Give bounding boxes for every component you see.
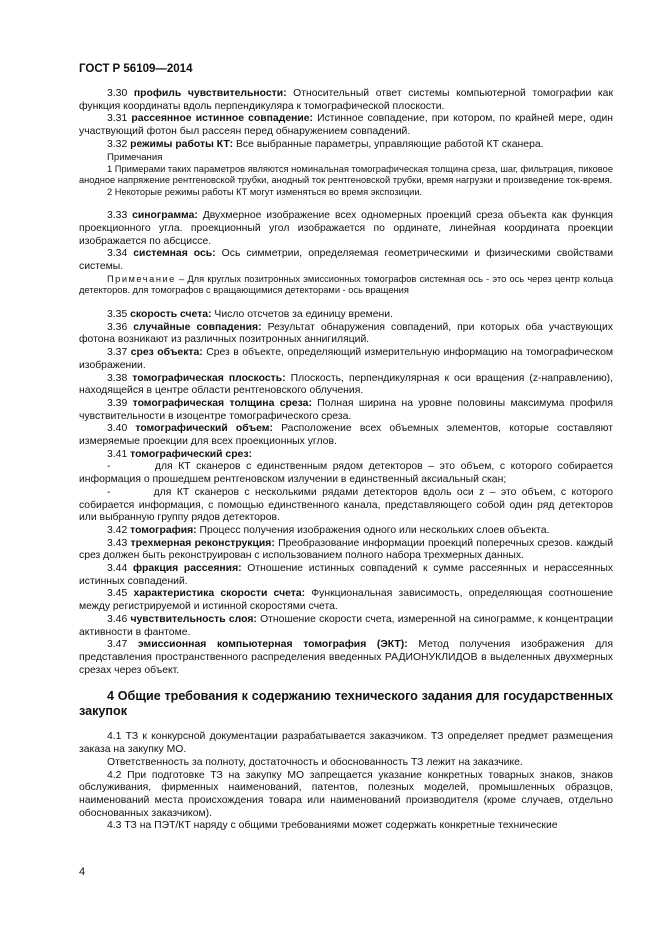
def-num: 3.39 [107, 397, 128, 409]
def-num: 3.31 [107, 113, 128, 125]
definition-3-42 [79, 525, 613, 538]
definition-3-31 [79, 113, 613, 138]
definition-3-37 [79, 347, 613, 372]
definition-3-47 [79, 639, 613, 677]
def-text: Все выбранные параметры, управляющие работой КТ сканера. [233, 138, 544, 150]
definition-3-32 [79, 139, 613, 152]
dash-text: для КТ сканеров с несколькими рядами детекторов вдоль оси z – это объем, с которого собирается информация, с помощью единственного канала, представляющего собой один ряд детекторов или выбранную группу рядов детекторов. [79, 486, 613, 524]
definition-3-35 [79, 309, 613, 322]
def-num: 3.32 [107, 138, 128, 150]
def-num: 3.47 [107, 639, 128, 651]
definition-3-46 [79, 614, 613, 639]
def-text: Полная ширина на уровне половины максимума профиля чувствительности в изоцентре томографического среза. [79, 397, 613, 422]
def-text: Относительный ответ системы компьютерной томографии как функция координаты вдоль перпендикуляра к томографической плоскости. [79, 88, 613, 112]
def-term: синограмма: [132, 210, 198, 222]
paragraph-4-1: 4.1 ТЗ к конкурсной документации разрабатывается заказчиком. ТЗ определяет предмет размещения заказа на закупку МО. [79, 731, 613, 756]
def-term: томографическая плоскость: [132, 372, 286, 384]
def-term: системная ось: [133, 248, 216, 260]
def-term: фракция рассеяния: [132, 563, 242, 575]
def-num: 3.43 [107, 537, 128, 549]
def-num: 3.40 [107, 423, 128, 435]
def-term: рассеянное истинное совпадение: [131, 113, 314, 125]
definition-3-45 [79, 588, 613, 613]
note-1: 1 Примерами таких параметров являются номинальная томографическая толщина среза, шаг, фильтрация, пиковое анодное напряжение рентгеновской трубки, анодный ток рентгеновской трубки, время нагрузки и произведение ток-время. [79, 163, 613, 186]
def-text: Преобразование информации проекций поперечных срезов. каждый срез должен быть реконструирован с использованием полного набора трехмерных данных. [79, 537, 614, 562]
def-text: Результат обнаружения совпадений, при которых оба участвующих фотона возникают из различных позитронных аннигиляций. [79, 321, 613, 346]
section-4-heading: 4 Общие требования к содержанию технического задания для государственных закупок [79, 689, 613, 719]
def-text: Истинное совпадение, при котором, по крайней мере, один участвующий фотон был рассеян перед обнаружением совпадений. [79, 113, 613, 138]
definition-3-39 [79, 398, 613, 423]
definition-3-33 [79, 210, 613, 248]
def-text: Отношение скорости счета, измеренной на синограмме, к концентрации активности в фантоме. [79, 613, 614, 638]
dash-mark: - [107, 461, 155, 473]
def-term: трехмерная реконструкция: [130, 537, 275, 549]
def-num: 3.37 [107, 347, 128, 359]
def-num: 3.36 [107, 321, 128, 333]
def-term: характеристика скорости счета: [133, 588, 306, 600]
definition-3-41 [79, 449, 613, 462]
def-text: Срез в объекте, определяющий измерительную информацию на томографическом изображении. [79, 347, 614, 371]
spacer [79, 297, 613, 309]
note-system-axis [79, 274, 613, 297]
def-text: Плоскость, перпендикулярная к оси вращения (z-направлению), находящейся в центре области рентгеновского облучения. [79, 372, 614, 397]
def-text: Процесс получения изображения одного или нескольких слоев объекта. [196, 524, 550, 536]
def-text: Отношение истинных совпадений к сумме рассеянных и нерассеянных истинных совпадений. [79, 563, 613, 587]
definition-3-34 [79, 248, 613, 273]
def-term: томографический объем: [135, 423, 273, 435]
def-num: 3.30 [107, 88, 128, 99]
def-num: 3.46 [107, 613, 128, 625]
def-num: 3.42 [107, 524, 128, 536]
def-term: профиль чувствительности: [133, 88, 287, 99]
definition-3-44 [79, 563, 613, 588]
def-term: чувствительность слоя: [130, 613, 257, 625]
def-term: скорость счета: [130, 309, 212, 320]
definition-3-43 [79, 538, 613, 563]
definition-3-36 [79, 322, 613, 347]
page-content [79, 88, 613, 833]
note-2: 2 Некоторые режимы работы КТ могут изменяться во время экспозиции. [107, 186, 423, 197]
note-label: Примечание [107, 273, 176, 284]
def-term: эмиссионная компьютерная томография (ЭКТ): [137, 639, 408, 651]
def-term: случайные совпадения: [133, 321, 262, 333]
definition-3-30 [79, 88, 613, 113]
definition-3-40 [79, 423, 613, 448]
spacer [79, 677, 613, 689]
paragraph-4-3: 4.3 ТЗ на ПЭТ/КТ наряду с общими требованиями может содержать конкретные технические [107, 820, 558, 832]
def-term: томографическая толщина среза: [132, 397, 312, 409]
def-text: Метод получения изображения для представления пространственного распределения введенных РАДИОНУКЛИДОВ в выделенных двухмерных срезах через объект. [79, 639, 613, 676]
page-number: 4 [79, 866, 86, 878]
def-num: 3.45 [107, 588, 128, 600]
definition-3-38 [79, 373, 613, 398]
note-text: – Для круглых позитронных эмиссионных томографов системная ось - это ось через центр кольца детекторов. для томографов с вращающимися детекторами - ось вращения [79, 273, 613, 296]
def-text: Ось симметрии, определяемая геометрическими и физическими свойствами системы. [79, 248, 613, 273]
def-term: томографический срез: [130, 448, 252, 460]
def-num: 3.33 [107, 210, 128, 222]
spacer [79, 198, 613, 210]
spacer [79, 719, 613, 731]
dash-mark: - [107, 486, 154, 498]
def-num: 3.38 [107, 372, 128, 384]
def-term: томография: [130, 524, 197, 536]
def-term: режимы работы КТ: [130, 138, 234, 150]
dash-item-2 [79, 487, 613, 525]
def-num: 3.41 [107, 448, 128, 460]
def-text: Функциональная зависимость, определяющая соотношение между регистрируемой и истинной скоростями счета. [79, 588, 613, 613]
def-num: 3.44 [107, 563, 128, 575]
def-num: 3.35 [107, 309, 128, 320]
page-header: ГОСТ Р 56109—2014 [79, 63, 193, 75]
def-num: 3.34 [107, 248, 128, 260]
paragraph-responsibility: Ответственность за полноту, достаточность и обоснованность ТЗ лежит на заказчике. [107, 756, 523, 768]
dash-item-1 [79, 461, 613, 486]
def-text: Двухмерное изображение всех одномерных проекций среза объекта как функция проекционного угла. проекционный угол изображается по ординате, линейная координата проекции изображается по абсциссе. [79, 210, 613, 247]
paragraph-4-2: 4.2 При подготовке ТЗ на закупку МО запрещается указание конкретных товарных знаков, знаков обслуживания, фирменных наименований, патентов, полезных моделей, промышленных образцов, наименований места происхождения товара или наименований производителя (кроме случаев, отдельно обоснованных заказчиком). [79, 769, 613, 819]
dash-text: для КТ сканеров с единственным рядом детекторов – это объем, с которого собирается информация о прошедшем рентгеновском излучении в единственный аксиальный скан; [79, 461, 613, 486]
def-text: Число отсчетов за единицу времени. [211, 309, 393, 320]
def-term: срез объекта: [130, 347, 203, 359]
def-text: Расположение всех объемных элементов, которые составляют измеряемые проекции для всех проекционных углов. [79, 423, 613, 448]
notes-title: Примечания [107, 151, 163, 163]
